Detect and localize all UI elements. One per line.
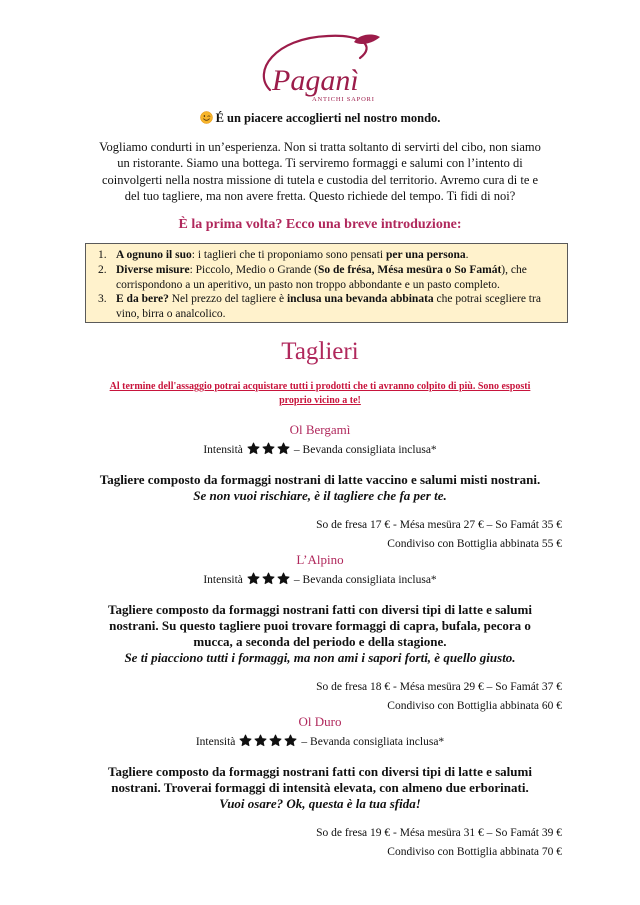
- tagliere-ol-duro: [0, 713, 640, 861]
- description-line: Tagliere composto da formaggi nostrani fatti con diversi tipi di latte e salumi: [108, 764, 532, 779]
- shared-price-line: Condiviso con Bottiglia abbinata 70 €: [387, 845, 562, 858]
- price-line: So de fresa 18 € - Mésa mesüra 29 € – So Famát 37 €: [316, 681, 562, 693]
- intensity-star-icon: [269, 734, 282, 747]
- intensity-label: Intensità: [203, 574, 243, 586]
- intensity-line: [0, 441, 640, 459]
- intro-list-box: [85, 243, 568, 323]
- note-line: Al termine dell'assaggio potrai acquistare tutti i prodotti che ti avranno colpito di più. Sono esposti: [109, 381, 531, 392]
- list-number: 1.: [98, 249, 107, 261]
- drink-note: – Bevanda consigliata inclusa*: [293, 444, 437, 456]
- intensity-star-icon: [239, 734, 252, 747]
- shared-price-line: Condiviso con Bottiglia abbinata 55 €: [387, 537, 562, 550]
- list-item-bold-text: E da bere?: [116, 293, 169, 306]
- section-title: Taglieri: [281, 338, 359, 365]
- intensity-star-icon: [284, 734, 297, 747]
- tagliere-prices: [0, 516, 640, 553]
- tagliere-description: [0, 472, 640, 504]
- tagliere-description: [0, 764, 640, 812]
- list-item-bold-text: inclusa una bevanda abbinata: [286, 293, 434, 306]
- intensity-line: [0, 571, 640, 589]
- paragraph-line: Vogliamo condurti in un’esperienza. Non si tratta soltanto di servirti del cibo, non siamo: [99, 140, 541, 154]
- list-number: 3.: [98, 293, 107, 306]
- description-line: Tagliere composto da formaggi nostrani fatti con diversi tipi di latte e salumi: [108, 602, 532, 617]
- list-item-plain-text: .: [465, 249, 469, 261]
- note-line: proprio vicino a te!: [279, 395, 361, 406]
- logo-leaf-icon: [354, 34, 380, 44]
- list-item-text: [116, 263, 567, 293]
- price-line: So de fresa 17 € - Mésa mesüra 27 € – So Famát 35 €: [316, 519, 562, 531]
- description-line: Tagliere composto da formaggi nostrani di latte vaccino e salumi misti nostrani.: [99, 472, 541, 487]
- list-item-bold-text: A ognuno il suo: [116, 249, 192, 261]
- list-item-plain-text: Nel prezzo del tagliere è: [168, 293, 287, 306]
- paragraph-line: coinvolgerti nella nostra missione di tutela e custodia del territorio. Avremo cura di te e: [101, 172, 539, 187]
- purchase-note: [0, 380, 640, 408]
- description-line: nostrani. Su questo tagliere puoi trovare formaggi di capra, bufala, pecora o: [109, 618, 531, 633]
- tagliere-name: Ol Bergamì: [289, 422, 351, 437]
- paragraph-line: del tuo tagliere, ma non avere fretta. Questo richiede del tempo. Ti fidi di noi?: [124, 189, 516, 204]
- intro-paragraph: [0, 139, 640, 205]
- paragraph-line: un ristorante. Siamo una bottega. Ti serviremo formaggi e salumi con l’intento di: [117, 156, 523, 171]
- intensity-star-icon: [262, 572, 275, 585]
- price-line: So de fresa 19 € - Mésa mesüra 31 € – So Famát 39 €: [316, 827, 562, 839]
- tagliere-ol-bergami: [0, 421, 640, 553]
- list-item-text: [116, 248, 567, 263]
- wink-emoji-icon: [200, 111, 213, 124]
- tagliere-name: L’Alpino: [296, 552, 344, 567]
- intensity-star-icon: [247, 572, 260, 585]
- intensity-stars: [239, 734, 297, 747]
- tagliere-tagline: Se ti piacciono tutti i formaggi, ma non ami i sapori forti, è quello giusto.: [124, 650, 516, 665]
- list-item-plain-text: ), che corrispondono a un aperitivo, un pasto non troppo abbondante e un pasto completo.: [116, 263, 527, 291]
- intensity-star-icon: [262, 442, 275, 455]
- list-item-bold-text: Diverse misure: [116, 263, 190, 276]
- intro-heading: È la prima volta? Ecco una breve introduzione:: [178, 217, 462, 232]
- intensity-star-icon: [277, 442, 290, 455]
- tagliere-tagline: Se non vuoi rischiare, è il tagliere che fa per te.: [193, 488, 447, 503]
- intensity-star-icon: [277, 572, 290, 585]
- tagliere-prices: [0, 678, 640, 715]
- drink-note: – Bevanda consigliata inclusa*: [293, 574, 437, 586]
- logo-brand: Paganì: [272, 64, 359, 97]
- list-item-bold-text: per una persona: [385, 249, 466, 261]
- intensity-stars: [247, 572, 290, 585]
- intro-list-item: [86, 292, 567, 322]
- logo-tagline: ANTICHI SAPORI: [312, 96, 375, 103]
- list-number: 2.: [98, 263, 107, 276]
- list-item-bold-text: So de frésa, Mésa mesüra o So Famát: [317, 263, 502, 276]
- intensity-label: Intensità: [203, 444, 243, 456]
- tagliere-tagline: Vuoi osare? Ok, questa è la tua sfida!: [219, 796, 421, 811]
- list-item-plain-text: che potrai scegliere tra vino, birra o analcolico.: [116, 293, 541, 321]
- shared-price-line: Condiviso con Bottiglia abbinata 60 €: [387, 699, 562, 712]
- tagliere-description: [0, 602, 640, 666]
- intensity-star-icon: [254, 734, 267, 747]
- description-line: nostrani. Troverai formaggi di intensità elevata, con almeno due erborinati.: [111, 780, 529, 795]
- description-line: mucca, a seconda del periodo e della stagione.: [193, 634, 447, 649]
- list-item-plain-text: : i taglieri che ti proponiamo sono pensati: [191, 249, 386, 261]
- intensity-star-icon: [247, 442, 260, 455]
- tagliere-name: Ol Duro: [298, 714, 342, 729]
- welcome-line: [0, 109, 640, 127]
- logo: [250, 28, 390, 108]
- tagliere-l-alpino: [0, 551, 640, 715]
- intro-list-item: [86, 248, 567, 263]
- tagliere-prices: [0, 824, 640, 861]
- list-item-plain-text: : Piccolo, Medio o Grande (: [189, 263, 318, 276]
- intro-list-item: [86, 263, 567, 293]
- drink-note: – Bevanda consigliata inclusa*: [301, 736, 445, 748]
- intensity-label: Intensità: [195, 736, 236, 748]
- list-item-text: [116, 292, 567, 322]
- intensity-stars: [247, 442, 290, 455]
- welcome-text: É un piacere accoglierti nel nostro mondo.: [215, 111, 441, 125]
- intensity-line: [0, 733, 640, 751]
